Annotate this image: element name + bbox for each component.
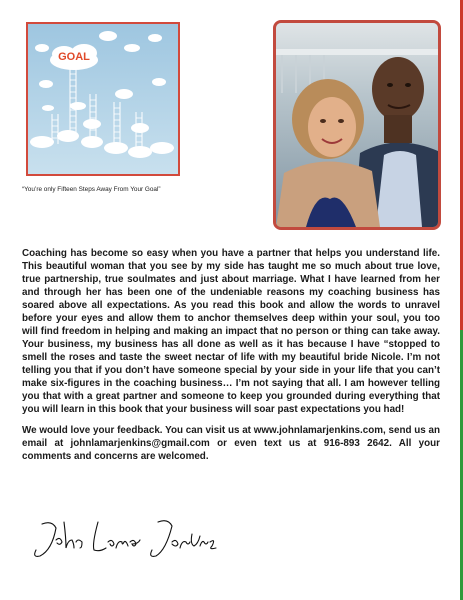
author-signature: [22, 510, 222, 570]
feedback-paragraph: We would love your feedback. You can visit us at www.johnlamarjenkins.com, send us an email at johnlamarjenkins@gmail.com or even text us at 916-893 2642. All your comments and concerns are welcomed.: [22, 425, 440, 462]
couple-photo: [273, 20, 441, 230]
body-paragraph: Coaching has become so easy when you have a partner that helps you understand life. This beautiful woman that you see by my side has taught me so much about true love, true partnership, true soulmates and just about marriage. What I have learned from her and through her has been one of the undeniable reasons my coaching business has soared above all expectations. As you read this book and allow the words to unravel before your eyes and allow them to anchor themselves deep within your soul, you too will find freedom in helping and making an impact that no person or thing can take away. Your business, my business has all done as well as it has because I have “stopped to smell the roses and taste the sweet nectar of life with my beautiful bride Nicole. I’m not telling you that if you don’t have someone special by your side in your life that you can’t make six-figures in the coaching business… I’m not saying that all. I am however telling you that with a great partner and someone to keep you grounded during everything that you will learn in this book that your business will soar past expectations you had!: [22, 248, 440, 415]
illustration-caption: “You’re only Fifteen Steps Away From Your Goal”: [22, 186, 161, 193]
goal-illustration: [26, 22, 180, 176]
goal-label: GOAL: [58, 51, 90, 63]
